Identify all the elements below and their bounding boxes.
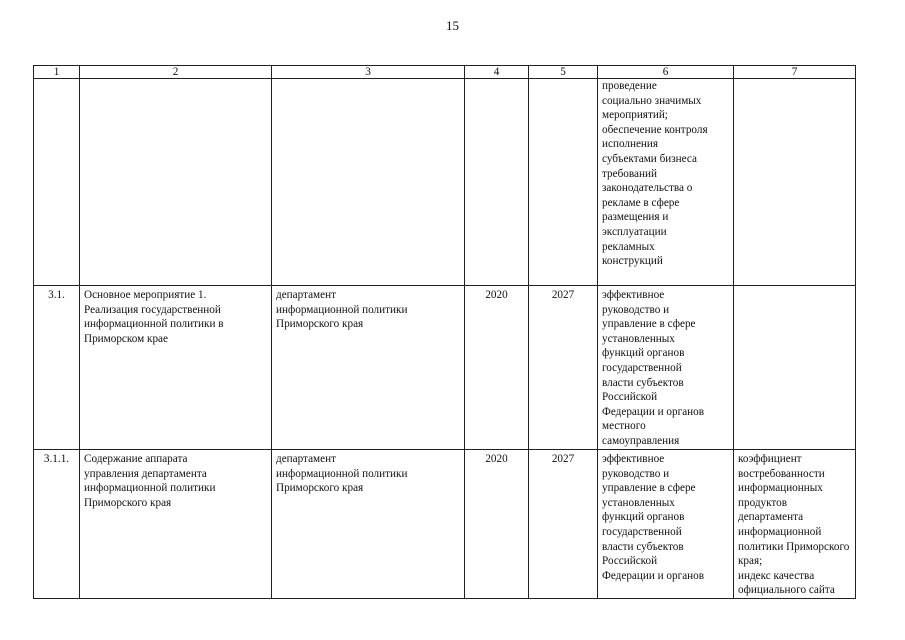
executor-cell bbox=[272, 79, 465, 286]
activity-name-cell: Содержание аппарата управления департамента информационной политики Приморского края bbox=[80, 450, 272, 599]
end-year-cell bbox=[529, 79, 598, 286]
expected-result-cell: эффективное руководство и управление в сфере установленных функций органов государственной власти субъектов Российской Федерации и органов местного самоуправления bbox=[598, 286, 734, 450]
column-header-3: 3 bbox=[272, 66, 465, 79]
end-year-cell: 2027 bbox=[529, 450, 598, 599]
indicator-cell: коэффициент востребованности информационных продуктов департамента информационной политики Приморского края; индекс качества официального сайта bbox=[734, 450, 856, 599]
activity-name-cell: Основное мероприятие 1. Реализация государственной информационной политики в Приморском крае bbox=[80, 286, 272, 450]
column-header-5: 5 bbox=[529, 66, 598, 79]
activity-name-cell bbox=[80, 79, 272, 286]
column-header-6: 6 bbox=[598, 66, 734, 79]
page-number: 15 bbox=[446, 18, 459, 33]
expected-result-cell: эффективное руководство и управление в сфере установленных функций органов государственной власти субъектов Российской Федерации и органов bbox=[598, 450, 734, 599]
indicator-cell bbox=[734, 79, 856, 286]
row-number-cell bbox=[34, 79, 80, 286]
start-year-cell: 2020 bbox=[465, 450, 529, 599]
executor-cell: департамент информационной политики Приморского края bbox=[272, 286, 465, 450]
column-header-1: 1 bbox=[34, 66, 80, 79]
start-year-cell bbox=[465, 79, 529, 286]
start-year-cell: 2020 bbox=[465, 286, 529, 450]
column-header-4: 4 bbox=[465, 66, 529, 79]
column-header-2: 2 bbox=[80, 66, 272, 79]
table-row bbox=[34, 450, 856, 599]
indicator-cell bbox=[734, 286, 856, 450]
executor-cell: департамент информационной политики Приморского края bbox=[272, 450, 465, 599]
end-year-cell: 2027 bbox=[529, 286, 598, 450]
expected-result-cell: проведение социально значимых мероприятий; обеспечение контроля исполнения субъектами бизнеса требований законодательства о рекламе в сфере размещения и эксплуатации рекламных конструкций bbox=[598, 79, 734, 286]
row-number-cell: 3.1. bbox=[34, 286, 80, 450]
program-activities-table bbox=[33, 65, 856, 599]
column-number-row bbox=[34, 66, 856, 79]
table-row bbox=[34, 286, 856, 450]
table-row bbox=[34, 79, 856, 286]
column-header-7: 7 bbox=[734, 66, 856, 79]
row-number-cell: 3.1.1. bbox=[34, 450, 80, 599]
